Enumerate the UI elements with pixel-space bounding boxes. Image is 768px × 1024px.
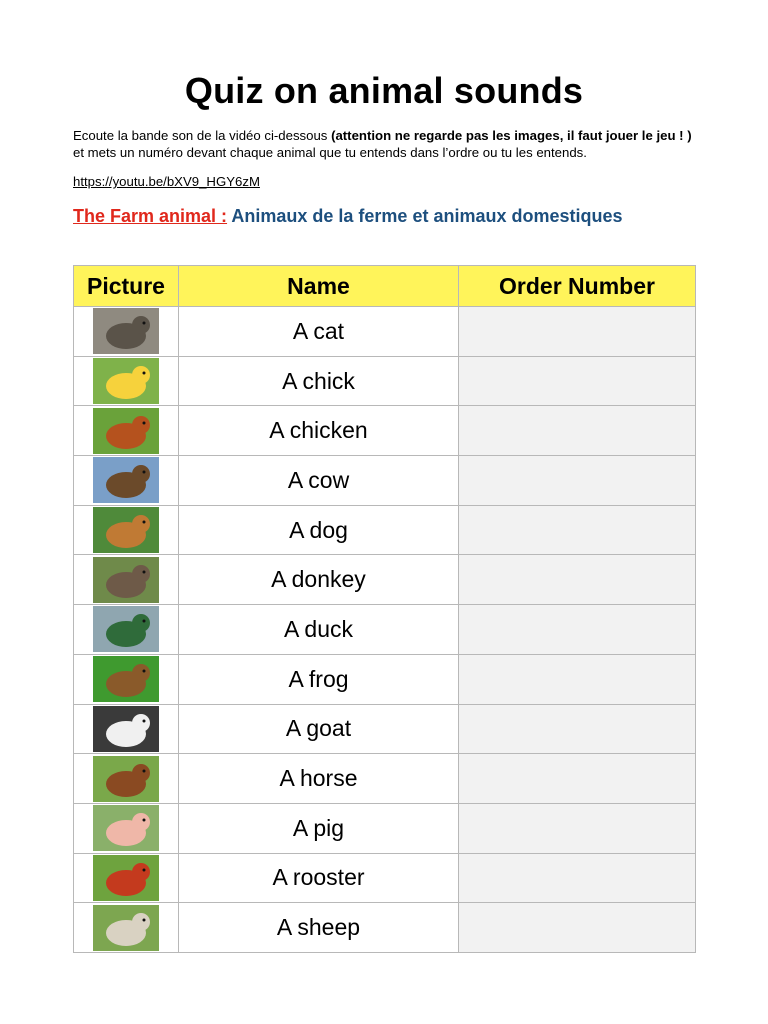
horse-picture-icon xyxy=(93,756,159,802)
table-row xyxy=(74,307,696,357)
animal-picture xyxy=(93,408,159,454)
order-number-cell[interactable] xyxy=(459,505,696,555)
animal-name: A dog xyxy=(179,505,459,555)
instructions-part1: Ecoute la bande son de la vidéo ci-dessous xyxy=(73,128,332,143)
cat-picture-icon xyxy=(93,308,159,354)
animal-picture xyxy=(93,457,159,503)
animal-name: A cat xyxy=(179,307,459,357)
header-order-number: Order Number xyxy=(459,266,696,307)
rooster-picture-icon xyxy=(93,855,159,901)
video-link[interactable]: https://youtu.be/bXV9_HGY6zM xyxy=(73,174,260,189)
table-row xyxy=(74,605,696,655)
table-row xyxy=(74,456,696,506)
picture-cell xyxy=(74,555,179,605)
dog-picture-icon xyxy=(93,507,159,553)
picture-cell xyxy=(74,307,179,357)
instructions-text xyxy=(73,128,698,161)
chick-picture-icon xyxy=(93,358,159,404)
instructions-part2: et mets un numéro devant chaque animal que tu entends dans l’ordre ou tu les entends. xyxy=(73,144,587,160)
picture-cell xyxy=(74,704,179,754)
picture-cell xyxy=(74,754,179,804)
table-row xyxy=(74,406,696,456)
frog-picture-icon xyxy=(93,656,159,702)
duck-picture-icon xyxy=(93,606,159,652)
order-number-cell[interactable] xyxy=(459,903,696,953)
table-row xyxy=(74,704,696,754)
animal-picture xyxy=(93,606,159,652)
animal-picture xyxy=(93,855,159,901)
quiz-table xyxy=(73,265,696,953)
animal-name: A cow xyxy=(179,456,459,506)
animal-name: A goat xyxy=(179,704,459,754)
picture-cell xyxy=(74,853,179,903)
animal-name: A sheep xyxy=(179,903,459,953)
section-label: The Farm animal : xyxy=(73,206,228,226)
animal-name: A rooster xyxy=(179,853,459,903)
order-number-cell[interactable] xyxy=(459,605,696,655)
picture-cell xyxy=(74,903,179,953)
order-number-cell[interactable] xyxy=(459,654,696,704)
goat-picture-icon xyxy=(93,706,159,752)
cow-picture-icon xyxy=(93,457,159,503)
page-title: Quiz on animal sounds xyxy=(184,70,584,111)
picture-cell xyxy=(74,406,179,456)
chicken-picture-icon xyxy=(93,408,159,454)
table-row xyxy=(74,853,696,903)
picture-cell xyxy=(74,356,179,406)
animal-name: A chick xyxy=(179,356,459,406)
order-number-cell[interactable] xyxy=(459,356,696,406)
picture-cell xyxy=(74,803,179,853)
section-heading xyxy=(73,205,633,228)
picture-cell xyxy=(74,654,179,704)
animal-name: A donkey xyxy=(179,555,459,605)
picture-cell xyxy=(74,456,179,506)
table-header-row xyxy=(74,266,696,307)
order-number-cell[interactable] xyxy=(459,406,696,456)
table-row xyxy=(74,754,696,804)
table-row xyxy=(74,903,696,953)
animal-picture xyxy=(93,507,159,553)
table-row xyxy=(74,654,696,704)
order-number-cell[interactable] xyxy=(459,555,696,605)
order-number-cell[interactable] xyxy=(459,307,696,357)
animal-picture xyxy=(93,905,159,951)
order-number-cell[interactable] xyxy=(459,456,696,506)
animal-name: A frog xyxy=(179,654,459,704)
order-number-cell[interactable] xyxy=(459,754,696,804)
animal-picture xyxy=(93,358,159,404)
animal-picture xyxy=(93,557,159,603)
animal-picture xyxy=(93,805,159,851)
instructions-bold: (attention ne regarde pas les images, il faut jouer le jeu ! ) xyxy=(331,128,692,143)
order-number-cell[interactable] xyxy=(459,803,696,853)
animal-picture xyxy=(93,756,159,802)
animal-name: A pig xyxy=(179,803,459,853)
animal-name: A chicken xyxy=(179,406,459,456)
section-subtitle: Animaux de la ferme et animaux domestiques xyxy=(227,206,623,226)
table-row xyxy=(74,555,696,605)
picture-cell xyxy=(74,605,179,655)
table-row xyxy=(74,505,696,555)
header-name: Name xyxy=(179,266,459,307)
animal-picture xyxy=(93,656,159,702)
header-picture: Picture xyxy=(74,266,179,307)
animal-name: A horse xyxy=(179,754,459,804)
picture-cell xyxy=(74,505,179,555)
sheep-picture-icon xyxy=(93,905,159,951)
table-row xyxy=(74,803,696,853)
animal-picture xyxy=(93,308,159,354)
donkey-picture-icon xyxy=(93,557,159,603)
order-number-cell[interactable] xyxy=(459,853,696,903)
order-number-cell[interactable] xyxy=(459,704,696,754)
animal-picture xyxy=(93,706,159,752)
pig-picture-icon xyxy=(93,805,159,851)
table-row xyxy=(74,356,696,406)
animal-name: A duck xyxy=(179,605,459,655)
